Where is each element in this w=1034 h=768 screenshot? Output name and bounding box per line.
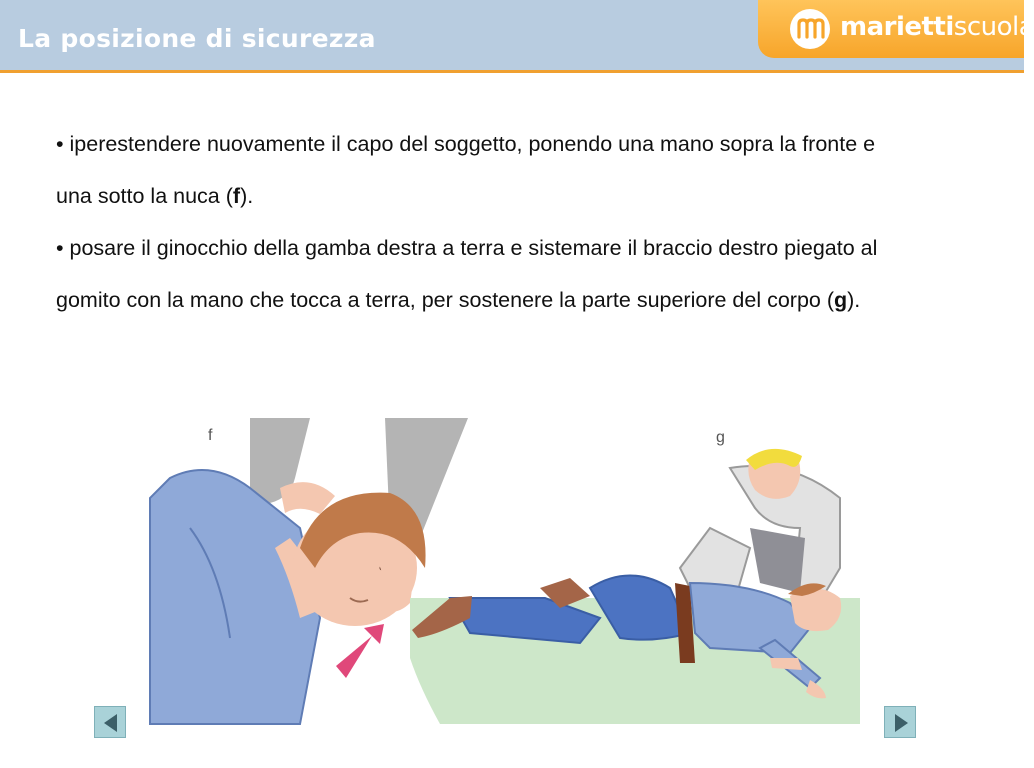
figure-g — [410, 429, 860, 724]
bullet-1: • iperestendere nuovamente il capo del soggetto, ponendo una mano sopra la fronte e una sotto la nuca (f). — [56, 132, 876, 208]
figure-g-label: g — [716, 429, 725, 446]
logo-text: mariettiscuola — [840, 12, 1034, 42]
figure-f-label: f — [208, 427, 213, 444]
text-content — [56, 118, 916, 326]
header-divider — [0, 70, 1024, 73]
previous-slide-button[interactable] — [94, 706, 126, 738]
logo-icon — [790, 9, 830, 49]
bullet-2: • posare il ginocchio della gamba destra a terra e sistemare il braccio destro piegato al gomito con la mano che tocca a terra, per sostenere la parte superiore del corpo (g). — [56, 236, 878, 312]
logo — [758, 0, 1034, 58]
recovery-position-illustration — [150, 418, 860, 724]
header-bar — [0, 0, 1034, 72]
next-slide-button[interactable] — [884, 706, 916, 738]
slide-title: La posizione di sicurezza — [18, 24, 376, 53]
arrow-left-icon — [95, 707, 127, 739]
arrow-right-icon — [885, 707, 917, 739]
